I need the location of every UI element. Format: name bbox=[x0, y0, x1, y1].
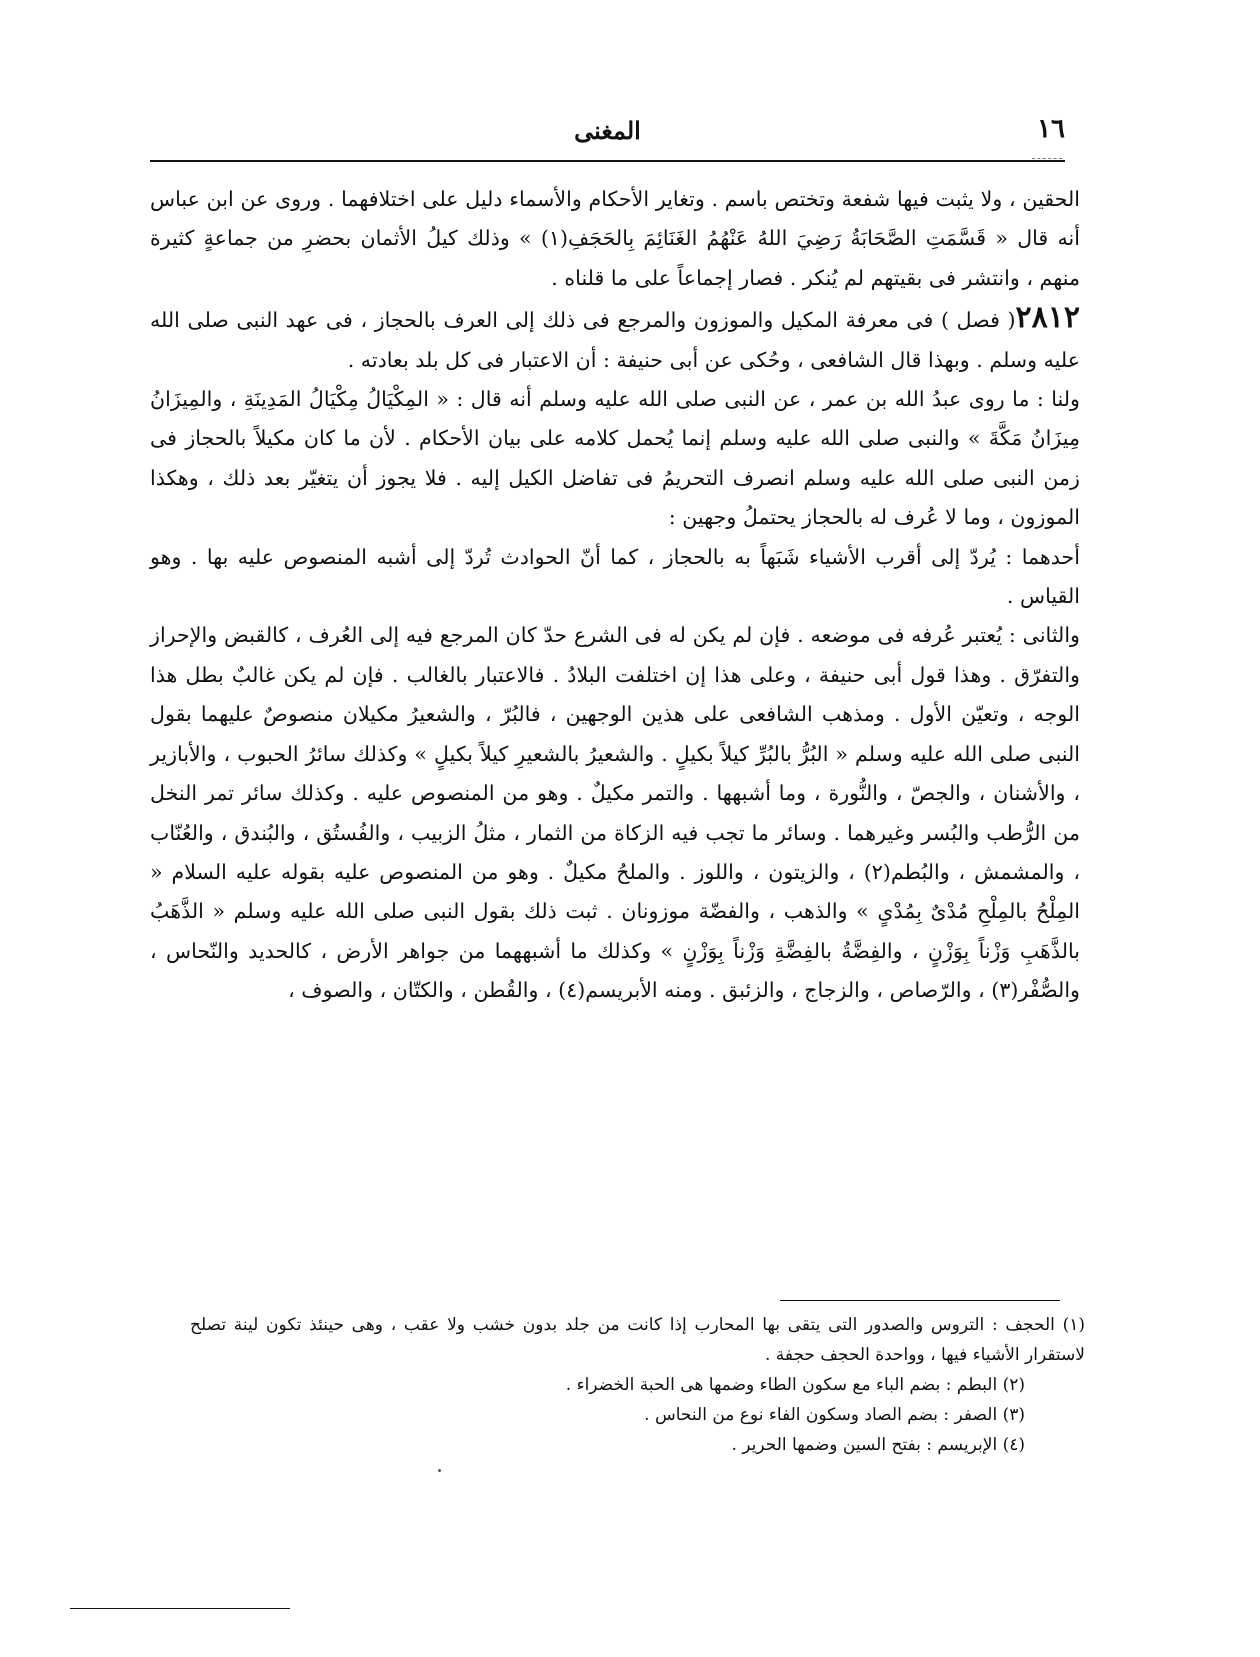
footnote-2: (٢) البطم : بضم الباء مع سكون الطاء وضمها هى الحبة الخضراء . bbox=[565, 1375, 1025, 1395]
paragraph-3: ولنا : ما روى عبدُ الله بن عمر ، عن النبى صلى الله عليه وسلم أنه قال : « المِكْيَالُ مِكْيَالُ المَدِينَةِ ، والمِيزَانُ مِيزَانُ مَكَّةَ » والنبى صلى الله عليه وسلم إنما يُحمل كلامه على بيان الأحكام . لأن ما كان مكيلاً بالحجاز فى زمن النبى صلى الله عليه وسلم انصرف التحريمُ فى تفاضل الكيل إليه . فلا يجوز أن يتغيّر بعد ذلك ، وهكذا الموزون ، وما لا عُرف له بالحجاز يحتملُ وجهين : bbox=[150, 387, 1080, 530]
footnote-3: (٣) الصفر : بضم الصاد وسكون الفاء نوع من النحاس . bbox=[644, 1405, 1025, 1425]
footnote-1: (١) الحجف : التروس والصدور التى يتقى بها المحارب إذا كانت من جلد بدون خشب ولا عقب ، وهى حينئذ تكون لينة تصلح لاستقرار الأشياء فيها ، وواحدة الحجف حجفة . bbox=[190, 1315, 1085, 1365]
scan-speck bbox=[438, 1469, 441, 1472]
body-text bbox=[150, 180, 1080, 1011]
page-number: ١٦ bbox=[1037, 114, 1065, 144]
section-number: ٢٨١٢ bbox=[1015, 300, 1080, 336]
paragraph-5: والثانى : يُعتبر عُرفه فى موضعه . فإن لم يكن له فى الشرع حدّ كان المرجع فيه إلى العُرف ، كالقبض والإحراز والتفرّق . وهذا قول أبى حنيفة ، وعلى هذا إن اختلفت البلادُ . فالاعتبار بالغالب . فإن لم يكن غالبٌ بطل هذا الوجه ، وتعيّن الأول . ومذهب الشافعى على هذين الوجهين ، فالبُرّ ، والشعيرُ مكيلان منصوصٌ عليهما بقول النبى صلى الله عليه وسلم « البُرُّ بالبُرِّ كيلاً بكيلٍ . والشعيرُ بالشعيرِ كيلاً بكيلٍ » وكذلك سائرُ الحبوب ، والأبازير ، والأشنان ، والجصّ ، والنُّورة ، وما أشبهها . والتمر مكيلٌ . وهو من المنصوص عليه . وكذلك سائر تمر النخل من الرُّطب والبُسر وغيرهما . وسائر ما تجب فيه الزكاة من الثمار ، مثلُ الزبيب ، والفُستُق ، والبُندق ، والعُنّاب ، والمشمش ، والبُطم(٢) ، والزيتون ، واللوز . والملحُ مكيلٌ . وهو من المنصوص عليه بقوله عليه السلام « المِلْحُ بالمِلْحِ مُدْىٌ بِمُدْىٍ » والذهب ، والفضّة موزونان . ثبت ذلك بقول النبى صلى الله عليه وسلم « الذَّهَبُ بالذَّهَبِ وَزْناً بِوَزْنٍ ، والفِضَّةُ بالفِضَّةِ وَزْناً بِوَزْنٍ » وكذلك ما أشبههما من جواهر الأرض ، كالحديد والنّحاس ، والصُّفْر(٣) ، والرّصاص ، والزجاج ، والزئبق . ومنه الأبريسم(٤) ، والقُطن ، والكتّان ، والصوف ، bbox=[150, 623, 1080, 1003]
page-header bbox=[150, 110, 1065, 154]
paragraph-1: الحقين ، ولا يثبت فيها شفعة وتختص باسم . وتغاير الأحكام والأسماء دليل على اختلافهما . وروى عن ابن عباس أنه قال « قَسَّمَتِ الصَّحَابَةُ رَضِيَ اللهُ عَنْهُمُ الغَنَائِمَ بِالحَجَفِ(١) » وذلك كيلُ الأثمان بحضرِ من جماعةٍ كثيرة منهم ، وانتشر فى بقيتهم لم يُنكر . فصار إجماعاً على ما قلناه . bbox=[150, 187, 1080, 290]
header-rule-dash bbox=[1032, 158, 1062, 159]
footnotes bbox=[190, 1310, 1085, 1460]
header-rule bbox=[150, 160, 1065, 162]
running-title: المغنى bbox=[574, 116, 641, 145]
paragraph-2-text: ( فصل ) فى معرفة المكيل والموزون والمرجع فى ذلك إلى العرف بالحجاز ، فى عهد النبى صلى الله عليه وسلم . وبهذا قال الشافعى ، وحُكى عن أبى حنيفة : أن الاعتبار فى كل بلد بعادته . bbox=[150, 308, 1080, 372]
footnote-4: (٤) الإبريسم : بفتح السين وضمها الحرير . bbox=[731, 1435, 1025, 1455]
bottom-rule bbox=[70, 1608, 290, 1609]
footnote-rule bbox=[780, 1300, 1060, 1301]
paragraph-4: أحدهما : يُردّ إلى أقرب الأشياء شَبَهاً به بالحجاز ، كما أنّ الحوادث تُردّ إلى أشبه المنصوص عليه بها . وهو القياس . bbox=[150, 544, 1080, 609]
paragraph-2 bbox=[150, 298, 1080, 380]
